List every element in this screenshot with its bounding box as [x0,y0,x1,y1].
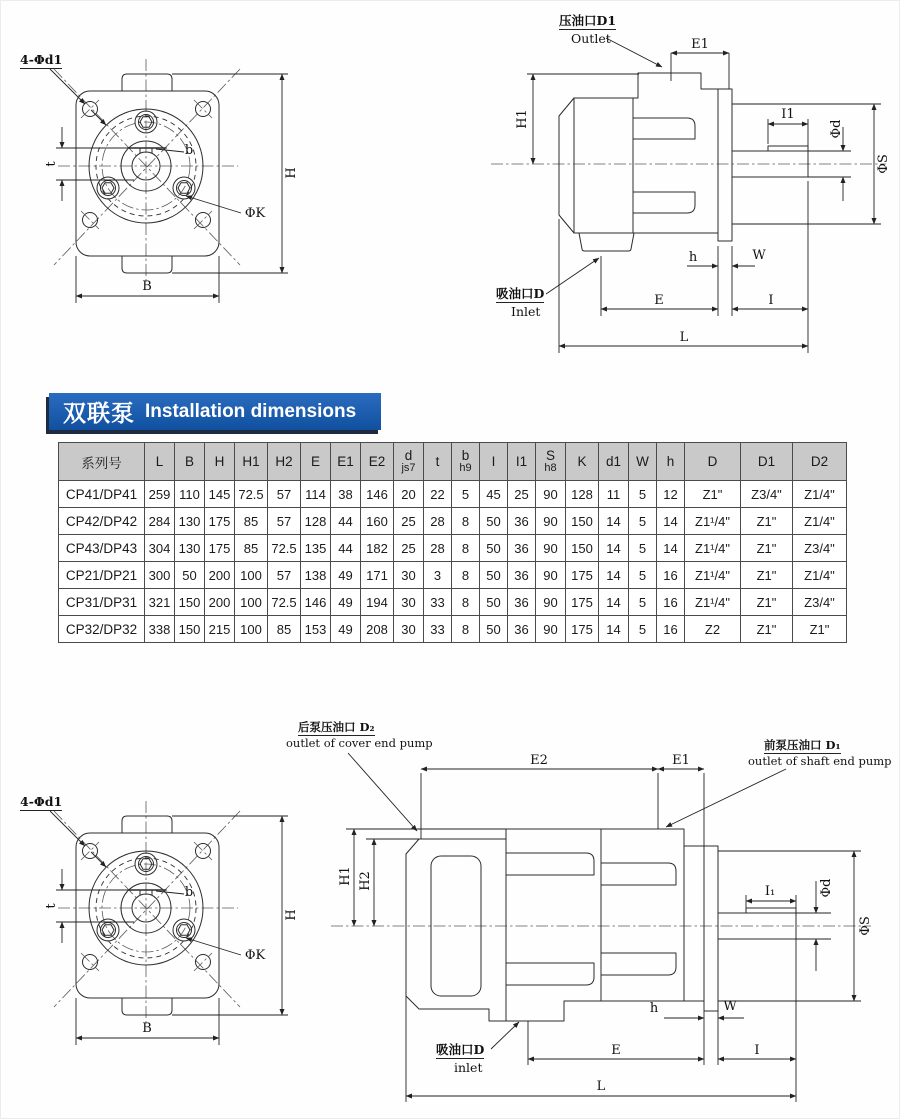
table-cell: 5 [629,535,657,562]
dimensions-table-wrap [58,442,847,643]
table-cell: 11 [599,481,629,508]
table-cell: 44 [331,535,361,562]
table-cell: 175 [566,616,599,643]
table-cell: 16 [657,589,685,616]
series-cell: CP32/DP32 [59,616,145,643]
column-header: E [301,443,331,481]
table-cell: 36 [508,508,536,535]
table-cell: 16 [657,616,685,643]
dim-E2-label: E2 [530,752,548,768]
table-cell: 146 [301,589,331,616]
dim-I1-label: I1 [781,106,795,122]
table-cell: 12 [657,481,685,508]
dim-H-label: H [283,909,299,921]
dim-h-label: h [688,249,698,265]
table-cell: 49 [331,589,361,616]
column-header: D [685,443,741,481]
table-cell: 160 [361,508,394,535]
dim-K-label: ΦK [244,205,266,221]
table-cell: Z3/4" [741,481,793,508]
table-cell: 171 [361,562,394,589]
table-cell: 30 [394,589,424,616]
table-cell: 90 [536,481,566,508]
table-cell: 150 [175,616,205,643]
section-title-en: Installation dimensions [145,400,357,422]
double-pump-linework [283,713,900,1108]
table-cell: 304 [145,535,175,562]
table-cell: 14 [599,616,629,643]
flange-holes-label: 4-Φd1 [20,795,62,811]
column-header: d1 [599,443,629,481]
front-outlet-label-en: outlet of shaft end pump [748,754,892,768]
column-header: d js7 [394,443,424,481]
table-cell: 153 [301,616,331,643]
table-cell: 8 [452,508,480,535]
table-cell: 100 [235,616,268,643]
table-cell: 85 [235,508,268,535]
inlet-label-cn: 吸油口D [436,1043,484,1059]
table-cell: 28 [424,508,452,535]
outlet-label-cn: 压油口D1 [559,14,616,30]
section-title-cn: 双联泵 [63,400,135,426]
table-cell: 208 [361,616,394,643]
table-cell: 50 [175,562,205,589]
table-cell: 5 [629,562,657,589]
table-cell: 14 [599,589,629,616]
inlet-label-en: Inlet [511,304,541,319]
table-cell: 8 [452,589,480,616]
table-cell: Z3/4" [793,589,847,616]
dim-H2-label: H2 [357,871,373,891]
table-cell: 72.5 [268,535,301,562]
table-cell: 50 [480,508,508,535]
table-cell: 57 [268,562,301,589]
table-cell: Z1" [685,481,741,508]
dim-B-label: B [142,1020,152,1036]
dim-K-label: ΦK [244,947,266,963]
table-cell: 5 [629,616,657,643]
table-cell: 90 [536,589,566,616]
series-cell: CP21/DP21 [59,562,145,589]
table-cell: Z1" [741,535,793,562]
dim-W-label: W [723,998,737,1014]
table-cell: 33 [424,589,452,616]
table-cell: 36 [508,562,536,589]
table-cell: 200 [205,562,235,589]
table-cell: 14 [599,508,629,535]
table-cell: 20 [394,481,424,508]
flange-view-top-linework [16,41,326,331]
dim-E-label: E [611,1042,621,1058]
dim-b-label: b [184,884,194,900]
table-cell: 175 [566,589,599,616]
table-cell: Z1/4" [793,508,847,535]
table-row [59,508,847,535]
dim-I-label: I [768,292,774,308]
table-cell: 90 [536,508,566,535]
table-cell: 30 [394,616,424,643]
dim-E-label: E [654,292,664,308]
table-cell: 128 [566,481,599,508]
table-cell: Z1¹/4" [685,508,741,535]
column-header: h [657,443,685,481]
dim-phid-label: Φd [828,119,844,139]
inlet-label-en: inlet [454,1060,483,1075]
table-cell: 90 [536,535,566,562]
table-cell: 3 [424,562,452,589]
column-header: D2 [793,443,847,481]
table-cell: 36 [508,535,536,562]
column-header: b h9 [452,443,480,481]
series-cell: CP41/DP41 [59,481,145,508]
table-cell: 338 [145,616,175,643]
table-cell: 14 [657,535,685,562]
table-cell: Z1" [741,562,793,589]
table-cell: 90 [536,616,566,643]
table-cell: 259 [145,481,175,508]
table-cell: 175 [205,508,235,535]
table-cell: 36 [508,616,536,643]
series-cell: CP31/DP31 [59,589,145,616]
table-cell: 90 [536,562,566,589]
dim-H1-label: H1 [514,109,530,129]
table-row [59,616,847,643]
column-header: L [145,443,175,481]
table-cell: Z1" [793,616,847,643]
table-cell: 44 [331,508,361,535]
dim-B-label: B [142,278,152,294]
dim-E1-label: E1 [691,36,709,52]
table-cell: 50 [480,562,508,589]
dimensions-table [58,442,847,643]
table-cell: 85 [235,535,268,562]
column-header: H [205,443,235,481]
table-cell: 5 [629,589,657,616]
table-cell: Z1/4" [793,481,847,508]
column-header: 系列号 [59,443,145,481]
table-cell: 175 [566,562,599,589]
table-cell: 8 [452,562,480,589]
table-cell: 321 [145,589,175,616]
table-cell: 45 [480,481,508,508]
table-cell: 8 [452,535,480,562]
column-header: t [424,443,452,481]
column-header: I [480,443,508,481]
rear-outlet-label-cn: 后泵压油口 D₂ [298,721,375,736]
table-cell: 182 [361,535,394,562]
flange-view-bottom-linework [16,783,326,1073]
table-cell: 150 [566,535,599,562]
table-cell: Z1" [741,508,793,535]
table-cell: 50 [480,589,508,616]
flange-view-top [16,41,326,331]
table-header-row [59,443,847,481]
rear-outlet-label-en: outlet of cover end pump [286,736,433,750]
column-header: E2 [361,443,394,481]
table-cell: 30 [394,562,424,589]
column-header: B [175,443,205,481]
table-cell: 150 [175,589,205,616]
dim-W-label: W [752,247,766,263]
table-cell: Z1/4" [793,562,847,589]
table-row [59,589,847,616]
table-cell: 25 [394,535,424,562]
series-cell: CP42/DP42 [59,508,145,535]
table-cell: 28 [424,535,452,562]
dim-t-label: t [43,903,59,909]
column-header: K [566,443,599,481]
dim-L-label: L [596,1078,606,1094]
table-cell: Z1¹/4" [685,562,741,589]
table-cell: 14 [599,562,629,589]
table-cell: 194 [361,589,394,616]
table-cell: 175 [205,535,235,562]
column-header: H1 [235,443,268,481]
table-cell: 5 [629,481,657,508]
table-row [59,535,847,562]
table-cell: 110 [175,481,205,508]
series-cell: CP43/DP43 [59,535,145,562]
table-cell: 85 [268,616,301,643]
table-cell: 114 [301,481,331,508]
table-cell: 146 [361,481,394,508]
table-cell: 50 [480,616,508,643]
table-cell: 145 [205,481,235,508]
table-cell: 300 [145,562,175,589]
table-cell: Z3/4" [793,535,847,562]
table-cell: 25 [508,481,536,508]
table-cell: 150 [566,508,599,535]
single-pump-side-view [471,6,900,371]
table-cell: 57 [268,481,301,508]
dim-E1-label: E1 [672,752,690,768]
column-header: S h8 [536,443,566,481]
table-cell: 36 [508,589,536,616]
table-cell: 130 [175,508,205,535]
column-header: E1 [331,443,361,481]
table-cell: 57 [268,508,301,535]
table-cell: Z1" [741,589,793,616]
flange-holes-label: 4-Φd1 [20,53,62,69]
flange-view-bottom [16,783,326,1073]
dim-b-label: b [184,142,194,158]
table-cell: 16 [657,562,685,589]
table-cell: 100 [235,562,268,589]
table-row [59,481,847,508]
table-cell: 22 [424,481,452,508]
table-cell: 284 [145,508,175,535]
dim-H-label: H [283,167,299,179]
column-header: H2 [268,443,301,481]
table-cell: Z2 [685,616,741,643]
column-header: W [629,443,657,481]
dim-h-label: h [649,1000,659,1016]
table-cell: 100 [235,589,268,616]
table-cell: 25 [394,508,424,535]
table-cell: 72.5 [268,589,301,616]
table-cell: 8 [452,616,480,643]
table-cell: Z1¹/4" [685,535,741,562]
table-cell: Z1" [741,616,793,643]
table-cell: 49 [331,616,361,643]
section-title-bar [49,393,381,430]
table-cell: 38 [331,481,361,508]
table-cell: 138 [301,562,331,589]
table-cell: 14 [599,535,629,562]
table-cell: 72.5 [235,481,268,508]
table-cell: Z1¹/4" [685,589,741,616]
inlet-label-cn: 吸油口D [496,287,544,303]
table-cell: 200 [205,589,235,616]
dim-phis-label: ΦS [875,154,891,174]
table-cell: 49 [331,562,361,589]
table-cell: 50 [480,535,508,562]
dim-H1-label: H1 [337,866,353,886]
dim-phis-label: ΦS [857,916,873,936]
double-pump-side-view [283,713,900,1108]
dim-phid-label: Φd [818,878,834,898]
column-header: I1 [508,443,536,481]
table-cell: 5 [452,481,480,508]
dim-I1-label: I₁ [764,883,776,899]
table-cell: 5 [629,508,657,535]
table-cell: 14 [657,508,685,535]
table-cell: 33 [424,616,452,643]
table-cell: 215 [205,616,235,643]
dim-I-label: I [754,1042,760,1058]
front-outlet-label-cn: 前泵压油口 D₁ [764,739,841,754]
table-body [59,481,847,643]
dim-L-label: L [679,329,689,345]
outlet-label-en: Outlet [571,31,611,46]
table-row [59,562,847,589]
column-header: D1 [741,443,793,481]
dim-t-label: t [43,161,59,167]
table-cell: 128 [301,508,331,535]
table-cell: 135 [301,535,331,562]
table-cell: 130 [175,535,205,562]
